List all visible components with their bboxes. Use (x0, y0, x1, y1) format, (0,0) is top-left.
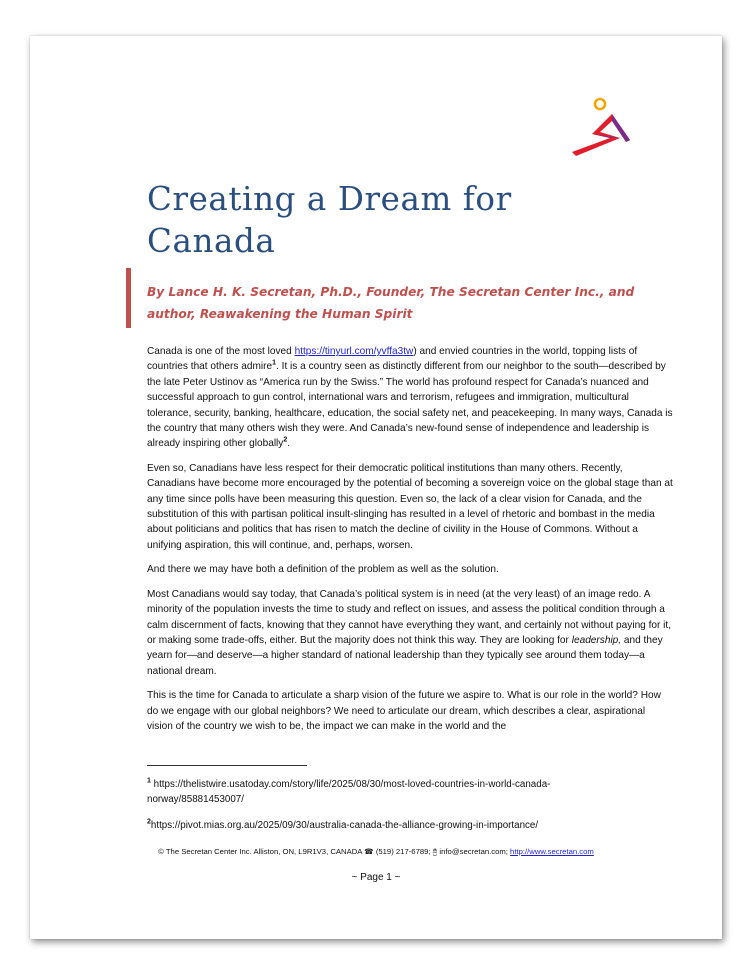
phone-icon: ☎ (364, 847, 374, 856)
mountain-icon (572, 114, 630, 156)
paragraph-1: Canada is one of the most loved https://tinyurl.com/yvffa3tw) and envied countries in the world, topping lists of countries that others admire$^1$. It is a country seen as distinctly different from our neighbor to the south—described by the late Peter Ustinov as “America run by the Swiss.” The world has profound respect for Canada’s nuanced and successful approach to gun control, international wars and terrorism, refugees and immigration, multicultural tolerance, security, banking, healthcare, education, the social safety net, and peacekeeping. In many ways, Canada is the country that many others wish they were. And Canada’s new-found sense of independence and leadership is already inspiring other globally$^2$. (147, 346, 673, 450)
paragraph-4: Most Canadians would say today, that Canada’s political system is in need (at the very least) of an image redo. A minority of the population invests the time to study and reflect on issues, and assess the political condition through a calm discernment of facts, knowing that they cannot have everything they want, and certainly not without paying for it, or making some trade-offs, either. But the majority does not think this way. They are looking for leadership, and they yearn for—and deserve—a higher standard of national leadership than they typically see around them today—a national dream. (147, 588, 672, 677)
footnote-ref-1[interactable]: 1 (272, 360, 277, 368)
footnote-1: $^1$ https://thelistwire.usatoday.com/story/life/2025/08/30/most-loved-countries-in-world-canada-norway/85881453007/ (147, 777, 551, 806)
mouse-icon: 🖰 (432, 847, 438, 856)
byline-accent-bar (126, 268, 131, 328)
article-body (147, 344, 673, 743)
paragraph-3: And there we may have both a definition of the problem as well as the solution. (147, 564, 499, 576)
page-number: ~ Page 1 ~ (351, 872, 401, 883)
website-link[interactable]: http://www.secretan.com (510, 847, 594, 856)
paragraph-2: Even so, Canadians have less respect for their democratic political institutions than many others. Recently, Canadians have become more encouraged by the potential of becoming a sovereign voice on the global stage than at any time since polls have been measuring this question. Even so, the lack of a clear vision for Canada, and the substitution of this with partisan political insult-slinging has resulted in a level of rhetoric and bombast in the media about politicians and politics that has risen to match the decline of civility in the House of Commons. Without a unifying aspiration, this will continue, and, perhaps, worsen. (147, 462, 673, 551)
paragraph-5: This is the time for Canada to articulate a sharp vision of the future we aspire to. What is our role in the world? How do we engage with our global neighbors? We need to articulate our dream, which describes a clear, aspirational vision of the country we wish to be, the impact we can make in the world and the (147, 690, 661, 732)
tinyurl-link[interactable]: https://tinyurl.com/yvffa3tw (294, 346, 414, 357)
footnote-2: $^2$https://pivot.mias.org.au/2025/09/30/australia-canada-the-alliance-growing-in-importance/ (147, 818, 539, 831)
document-title: Creating a Dream for Canada (147, 180, 512, 260)
byline: By Lance H. K. Secretan, Ph.D., Founder, The Secretan Center Inc., and author, Reawakening the Human Spirit (147, 285, 635, 321)
sun-icon (595, 99, 605, 109)
mountain-sun-logo (570, 94, 634, 158)
footnote-ref-2[interactable]: 2 (283, 437, 288, 445)
footnote-separator (147, 765, 307, 766)
document-page (30, 36, 722, 939)
page-footer: © The Secretan Center Inc. Alliston, ON, L9R1V3, CANADA ☎ (519) 217-6789; 🖰 info@secretan.com; http://www.secretan.com (158, 847, 594, 856)
